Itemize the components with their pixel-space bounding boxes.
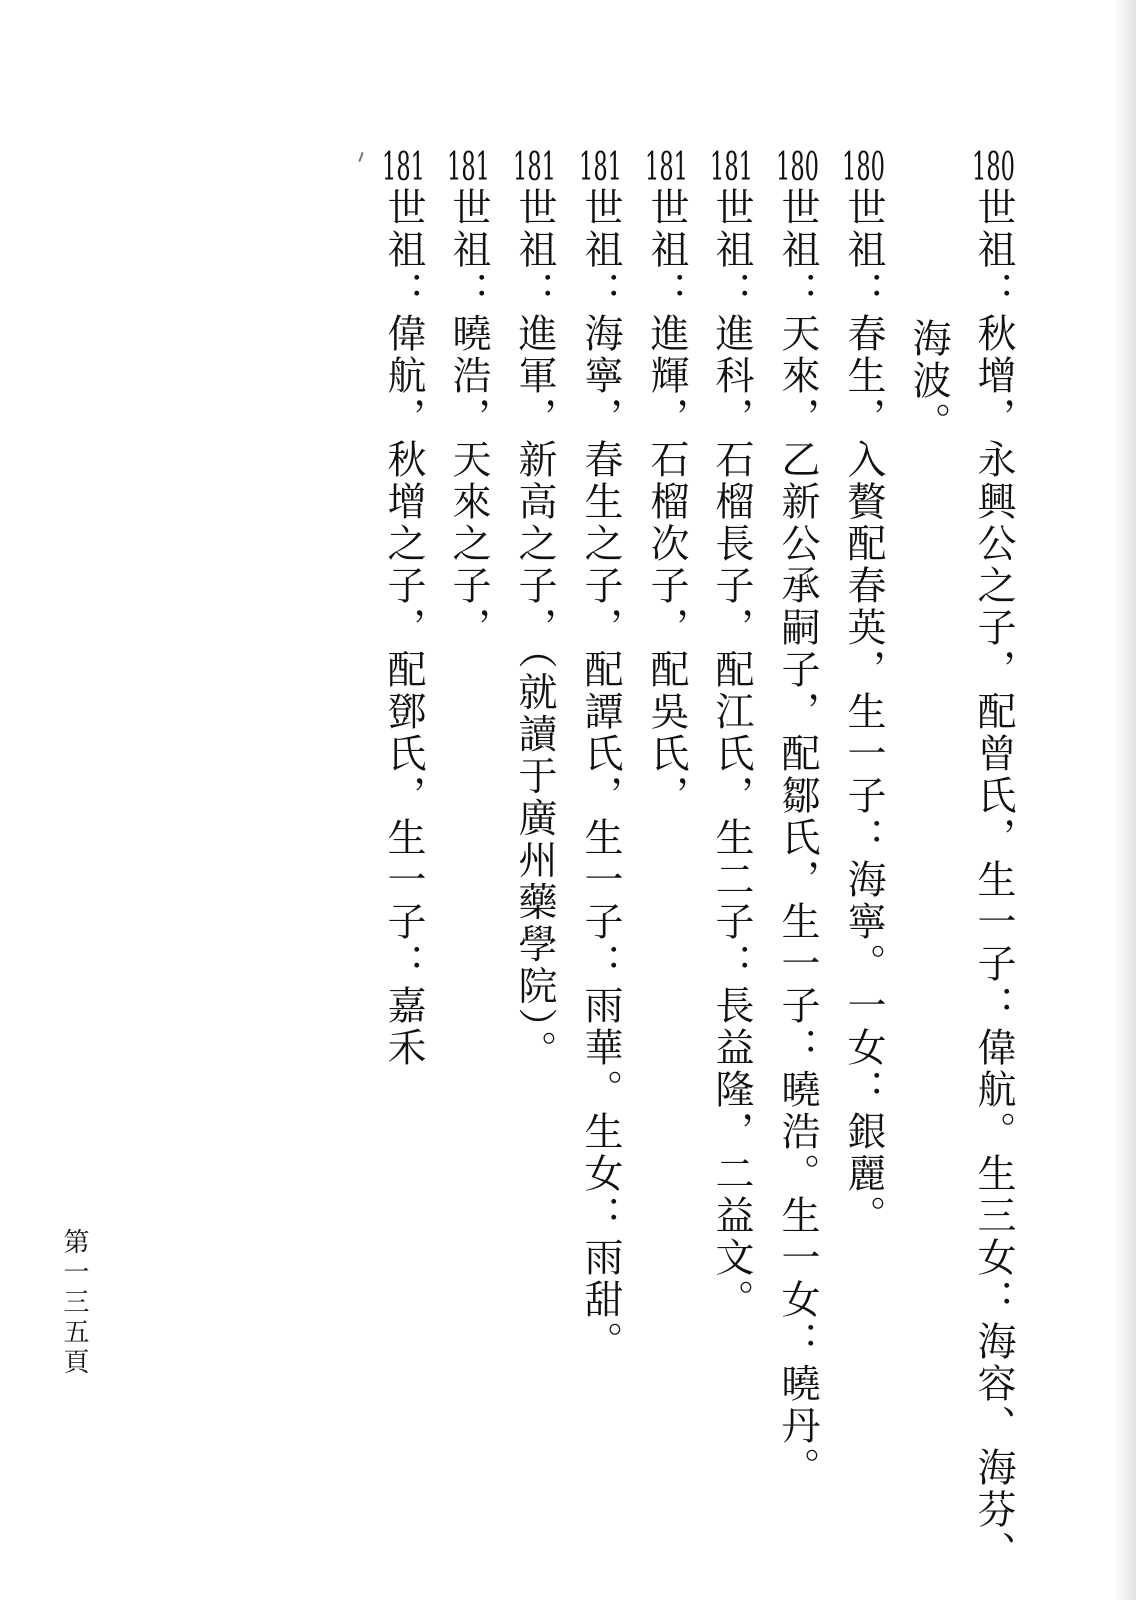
column-6-entry-jinhui: 181世祖：進輝，石榴次子，配吳氏， — [644, 148, 689, 817]
column-9-entry-xiaohao: 181世祖：曉浩，天來之子， — [446, 148, 491, 649]
generation-number: 181 — [382, 148, 425, 187]
generation-number: 181 — [513, 148, 556, 187]
generation-number: 180 — [972, 148, 1015, 187]
page-number: 第一三五頁 — [59, 1228, 89, 1378]
generation-number: 180 — [842, 148, 885, 187]
generation-number: 181 — [447, 148, 490, 187]
column-7-entry-haining: 181世祖：海寧，春生之子，配譚氏，生一子：雨華。生女：雨甜。 — [578, 148, 623, 1363]
column-8-entry-jinjun: 181世祖：進軍，新高之子，（就讀于廣州藥學院）。 — [512, 148, 557, 1072]
column-4-entry-tianlai: 180世祖：天來，乙新公承嗣子，配鄒氏，生一子：曉浩。生一女：曉丹。 — [775, 148, 820, 1489]
column-2-continuation: 海波。 — [906, 318, 951, 444]
page-edge-shadow — [1114, 0, 1136, 1600]
column-1-entry-qiuzeng: 180世祖：秋增，永興公之子，配曾氏，生一子：偉航。生三女：海容、海芬、 — [971, 148, 1016, 1573]
generation-number: 180 — [776, 148, 819, 187]
generation-number: 181 — [645, 148, 688, 187]
generation-number: 181 — [710, 148, 753, 187]
column-3-entry-chunsheng: 180世祖：春生，入贅配春英，生一子：海寧。一女：銀麗。 — [841, 148, 886, 1237]
generation-number: 181 — [579, 148, 622, 187]
column-5-entry-jinke: 181世祖：進科，石榴長子，配江氏，生二子：長益隆，二益文。 — [709, 148, 754, 1321]
column-10-entry-weihang: 181世祖：偉航，秋增之子，配鄧氏，生一子：嘉禾 — [381, 148, 426, 1069]
scan-speck — [358, 152, 363, 162]
